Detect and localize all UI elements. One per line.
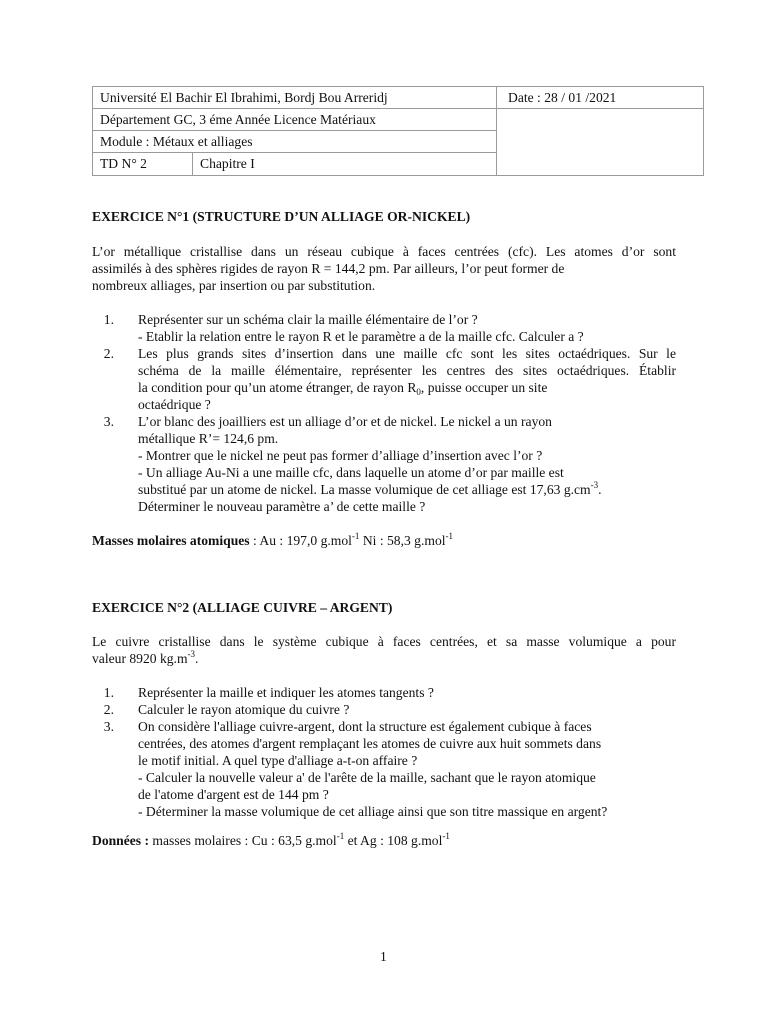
list-number: 2. xyxy=(103,346,114,361)
list-number: 1. xyxy=(103,685,114,700)
density-value: valeur 8920 kg.m xyxy=(92,651,188,666)
page-number: 1 xyxy=(380,949,387,964)
atomic-masses-line xyxy=(92,532,453,549)
r0-condition-start: la condition pour qu’un atome étranger, de rayon R xyxy=(138,380,417,395)
exercise-1-title: EXERCICE N°1 (STRUCTURE D’UN ALLIAGE OR-NICKEL) xyxy=(92,209,471,224)
question-line: Les plus grands sites d’insertion dans une maille cfc sont les sites octaédriques. Sur le xyxy=(138,346,676,361)
data-line xyxy=(92,832,450,849)
question-line: - Un alliage Au-Ni a une maille cfc, dans laquelle un atome d’or par maille est xyxy=(138,465,564,480)
table-border-bottom xyxy=(92,175,704,176)
question-line: le motif initial. A quel type d'alliage a-t-on affaire ? xyxy=(138,753,418,768)
exercise-1-intro-line: nombreux alliages, par insertion ou par substitution. xyxy=(92,278,376,293)
exponent: -1 xyxy=(336,831,345,841)
exponent: -1 xyxy=(351,531,360,541)
question-line: L’or blanc des joailliers est un alliage d’or et de nickel. Le nickel a un rayon xyxy=(138,414,552,429)
question-line: de l'atome d'argent est de 144 pm ? xyxy=(138,787,329,802)
r0-condition-text xyxy=(138,379,547,396)
table-row-divider xyxy=(92,130,496,131)
r0-subscript: 0 xyxy=(416,387,421,397)
question-line: - Déterminer la masse volumique de cet alliage ainsi que son titre massique en argent? xyxy=(138,804,608,819)
density-text: substitué par un atome de nickel. La masse volumique de cet alliage est 17,63 g.cm xyxy=(138,482,591,497)
department-line: Département GC, 3 éme Année Licence Matériaux xyxy=(100,112,376,127)
table-row-divider xyxy=(92,152,496,153)
header-table xyxy=(92,86,704,176)
question-line: Représenter sur un schéma clair la maille élémentaire de l’or ? xyxy=(138,312,478,327)
exponent: -1 xyxy=(445,531,454,541)
atomic-masses-label: Masses molaires atomiques xyxy=(92,533,250,548)
list-number: 1. xyxy=(103,312,114,327)
mass-ni: Ni : 58,3 g.mol xyxy=(359,533,446,548)
exercise-1-intro-line: assimilés à des sphères rigides de rayon R = 144,2 pm. Par ailleurs, l’or peut former de xyxy=(92,261,565,276)
mass-ag: et Ag : 108 g.mol xyxy=(344,833,443,848)
density-exponent: -3 xyxy=(187,649,196,659)
density-period: . xyxy=(598,482,602,497)
density-exponent: -3 xyxy=(590,480,599,490)
question-line: centrées, des atomes d'argent remplaçant les atomes de cuivre aux huit sommets dans xyxy=(138,736,602,751)
question-line: On considère l'alliage cuivre-argent, dont la structure est également cubique à faces xyxy=(138,719,592,734)
question-line: - Etablir la relation entre le rayon R et le paramètre a de la maille cfc. Calculer a ? xyxy=(138,329,584,344)
university-name: Université El Bachir El Ibrahimi, Bordj Bou Arreridj xyxy=(100,90,388,105)
exponent: -1 xyxy=(442,831,450,841)
question-line: Déterminer le nouveau paramètre a’ de cette maille ? xyxy=(138,499,426,514)
list-number: 2. xyxy=(103,702,114,717)
question-line: octaédrique ? xyxy=(138,397,211,412)
r0-condition-end: , puisse occuper un site xyxy=(420,380,548,395)
mass-au: : Au : 197,0 g.mol xyxy=(249,533,352,548)
table-border-right xyxy=(703,86,704,176)
list-number: 3. xyxy=(103,719,114,734)
question-line: Représenter la maille et indiquer les atomes tangents ? xyxy=(138,685,434,700)
mass-cu: masses molaires : Cu : 63,5 g.mol xyxy=(149,833,337,848)
exercise-2-intro-line: Le cuivre cristallise dans le système cubique à faces centrées, et sa masse volumique a pour xyxy=(92,634,676,649)
exercise-2-title: EXERCICE N°2 (ALLIAGE CUIVRE – ARGENT) xyxy=(92,600,393,615)
td-number: TD N° 2 xyxy=(100,156,147,171)
module-line: Module : Métaux et alliages xyxy=(100,134,253,149)
table-border-top xyxy=(92,86,704,87)
date-label: Date : 28 / 01 /2021 xyxy=(508,90,617,105)
question-line: métallique R’= 124,6 pm. xyxy=(138,431,279,446)
exercise-2-intro-line xyxy=(92,650,198,667)
question-line: Calculer le rayon atomique du cuivre ? xyxy=(138,702,350,717)
question-line-r0 xyxy=(138,379,676,396)
data-label: Données : xyxy=(92,833,150,848)
question-line: - Calculer la nouvelle valeur a' de l'arête de la maille, sachant que le rayon atomique xyxy=(138,770,596,785)
chapter-label: Chapitre I xyxy=(200,156,255,171)
exercise-1-intro-line: L’or métallique cristallise dans un réseau cubique à faces centrées (cfc). Les atomes d’or sont xyxy=(92,244,676,259)
question-line: schéma de la maille élémentaire, représenter les centres des sites octaédriques. Établir xyxy=(138,363,676,378)
question-line-density xyxy=(138,481,602,498)
table-row-divider xyxy=(92,108,704,109)
list-number: 3. xyxy=(103,414,114,429)
question-line: - Montrer que le nickel ne peut pas former d’alliage d’insertion avec l’or ? xyxy=(138,448,543,463)
density-period: . xyxy=(195,651,199,666)
